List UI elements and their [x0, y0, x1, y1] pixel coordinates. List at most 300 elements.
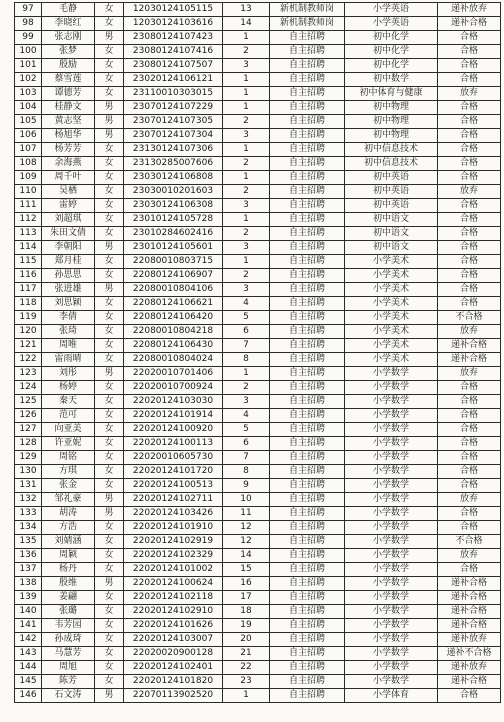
table-row — [15, 73, 501, 87]
table-row — [15, 3, 501, 17]
exam-ticket-number-cell: 22020124100113 — [124, 437, 223, 451]
result-cell: 递补合格 — [438, 605, 501, 619]
position-type-cell: 自主招聘 — [270, 591, 345, 605]
candidate-name-cell: 胡涛 — [42, 507, 95, 521]
position-type-cell: 自主招聘 — [270, 381, 345, 395]
rank-cell: 1 — [223, 367, 270, 381]
row-number-cell: 107 — [15, 143, 42, 157]
subject-cell: 小学数学 — [345, 549, 438, 563]
rank-cell: 2 — [223, 45, 270, 59]
candidate-name-cell: 杨旭华 — [42, 129, 95, 143]
result-cell: 递补合格 — [438, 675, 501, 689]
row-number-cell: 98 — [15, 17, 42, 31]
gender-cell: 女 — [95, 297, 124, 311]
gender-cell: 女 — [95, 409, 124, 423]
table-row — [15, 633, 501, 647]
table-row — [15, 283, 501, 297]
result-cell: 合格 — [438, 451, 501, 465]
table-row — [15, 507, 501, 521]
result-cell: 合格 — [438, 129, 501, 143]
gender-cell: 女 — [95, 549, 124, 563]
position-type-cell: 自主招聘 — [270, 409, 345, 423]
subject-cell: 小学数学 — [345, 521, 438, 535]
result-cell: 合格 — [438, 73, 501, 87]
row-number-cell: 110 — [15, 185, 42, 199]
position-type-cell: 自主招聘 — [270, 367, 345, 381]
table-row — [15, 395, 501, 409]
rank-cell: 21 — [223, 647, 270, 661]
gender-cell: 男 — [95, 367, 124, 381]
subject-cell: 初中信息技术 — [345, 157, 438, 171]
row-number-cell: 143 — [15, 647, 42, 661]
gender-cell: 女 — [95, 339, 124, 353]
exam-ticket-number-cell: 22020124101910 — [124, 521, 223, 535]
result-cell: 递补放弃 — [438, 661, 501, 675]
result-cell: 递补合格 — [438, 591, 501, 605]
position-type-cell: 自主招聘 — [270, 325, 345, 339]
candidate-name-cell: 石文涛 — [42, 689, 95, 703]
position-type-cell: 自主招聘 — [270, 199, 345, 213]
exam-ticket-number-cell: 22070113902520 — [124, 689, 223, 703]
rank-cell: 2 — [223, 227, 270, 241]
row-number-cell: 111 — [15, 199, 42, 213]
rank-cell: 4 — [223, 409, 270, 423]
rank-cell: 8 — [223, 465, 270, 479]
row-number-cell: 126 — [15, 409, 42, 423]
result-cell: 合格 — [438, 199, 501, 213]
table-row — [15, 115, 501, 129]
result-cell: 递补合格 — [438, 353, 501, 367]
result-cell: 合格 — [438, 45, 501, 59]
result-cell: 递补合格 — [438, 17, 501, 31]
subject-cell: 小学数学 — [345, 395, 438, 409]
rank-cell: 22 — [223, 661, 270, 675]
subject-cell: 小学美术 — [345, 339, 438, 353]
result-cell: 放弃 — [438, 367, 501, 381]
position-type-cell: 自主招聘 — [270, 563, 345, 577]
subject-cell: 初中物理 — [345, 115, 438, 129]
gender-cell: 男 — [95, 31, 124, 45]
position-type-cell: 自主招聘 — [270, 101, 345, 115]
gender-cell: 女 — [95, 269, 124, 283]
exam-ticket-number-cell: 22020010700924 — [124, 381, 223, 395]
position-type-cell: 自主招聘 — [270, 59, 345, 73]
rank-cell: 1 — [223, 87, 270, 101]
table-row — [15, 87, 501, 101]
exam-ticket-number-cell: 23010124105728 — [124, 213, 223, 227]
candidate-name-cell: 陈芳 — [42, 675, 95, 689]
position-type-cell: 自主招聘 — [270, 227, 345, 241]
row-number-cell: 109 — [15, 171, 42, 185]
exam-ticket-number-cell: 22020124102329 — [124, 549, 223, 563]
result-cell: 合格 — [438, 171, 501, 185]
result-cell: 递补合格 — [438, 619, 501, 633]
result-cell: 合格 — [438, 563, 501, 577]
subject-cell: 小学数学 — [345, 633, 438, 647]
position-type-cell: 自主招聘 — [270, 311, 345, 325]
rank-cell: 14 — [223, 549, 270, 563]
candidate-name-cell: 黄志坚 — [42, 115, 95, 129]
position-type-cell: 自主招聘 — [270, 241, 345, 255]
gender-cell: 女 — [95, 535, 124, 549]
subject-cell: 初中信息技术 — [345, 143, 438, 157]
row-number-cell: 131 — [15, 479, 42, 493]
position-type-cell: 自主招聘 — [270, 115, 345, 129]
exam-ticket-number-cell: 22080010803715 — [124, 255, 223, 269]
row-number-cell: 108 — [15, 157, 42, 171]
candidate-name-cell: 秦天 — [42, 395, 95, 409]
gender-cell: 女 — [95, 647, 124, 661]
candidate-name-cell: 余海燕 — [42, 157, 95, 171]
exam-ticket-number-cell: 23030124106808 — [124, 171, 223, 185]
result-cell: 合格 — [438, 283, 501, 297]
position-type-cell: 自主招聘 — [270, 213, 345, 227]
position-type-cell: 自主招聘 — [270, 479, 345, 493]
rank-cell: 8 — [223, 353, 270, 367]
subject-cell: 初中英语 — [345, 199, 438, 213]
gender-cell: 女 — [95, 213, 124, 227]
candidate-name-cell: 孙成琦 — [42, 633, 95, 647]
position-type-cell: 自主招聘 — [270, 339, 345, 353]
position-type-cell: 自主招聘 — [270, 661, 345, 675]
candidate-name-cell: 韦芳园 — [42, 619, 95, 633]
position-type-cell: 自主招聘 — [270, 73, 345, 87]
table-row — [15, 563, 501, 577]
gender-cell: 女 — [95, 423, 124, 437]
results-table-body — [15, 3, 501, 703]
result-cell: 递补放弃 — [438, 3, 501, 17]
position-type-cell: 自主招聘 — [270, 535, 345, 549]
table-row — [15, 493, 501, 507]
gender-cell: 女 — [95, 185, 124, 199]
position-type-cell: 自主招聘 — [270, 157, 345, 171]
row-number-cell: 112 — [15, 213, 42, 227]
exam-ticket-number-cell: 22020124100920 — [124, 423, 223, 437]
table-row — [15, 157, 501, 171]
exam-ticket-number-cell: 23080124107507 — [124, 59, 223, 73]
table-row — [15, 325, 501, 339]
subject-cell: 初中数学 — [345, 73, 438, 87]
exam-ticket-number-cell: 22020124101002 — [124, 563, 223, 577]
rank-cell: 17 — [223, 591, 270, 605]
rank-cell: 1 — [223, 689, 270, 703]
gender-cell: 女 — [95, 171, 124, 185]
table-row — [15, 367, 501, 381]
row-number-cell: 118 — [15, 297, 42, 311]
gender-cell: 女 — [95, 591, 124, 605]
gender-cell: 女 — [95, 255, 124, 269]
candidate-name-cell: 桂静文 — [42, 101, 95, 115]
result-cell: 递补放弃 — [438, 633, 501, 647]
position-type-cell: 自主招聘 — [270, 451, 345, 465]
subject-cell: 小学美术 — [345, 325, 438, 339]
candidate-name-cell: 刘婧涵 — [42, 535, 95, 549]
table-row — [15, 605, 501, 619]
exam-ticket-number-cell: 23070124107304 — [124, 129, 223, 143]
row-number-cell: 137 — [15, 563, 42, 577]
subject-cell: 初中体育与健康 — [345, 87, 438, 101]
candidate-name-cell: 马慧芳 — [42, 647, 95, 661]
table-row — [15, 143, 501, 157]
position-type-cell: 自主招聘 — [270, 507, 345, 521]
position-type-cell: 自主招聘 — [270, 45, 345, 59]
row-number-cell: 145 — [15, 675, 42, 689]
gender-cell: 男 — [95, 115, 124, 129]
subject-cell: 初中语文 — [345, 227, 438, 241]
result-cell: 合格 — [438, 269, 501, 283]
subject-cell: 小学数学 — [345, 437, 438, 451]
table-row — [15, 535, 501, 549]
candidate-name-cell: 刘思颖 — [42, 297, 95, 311]
table-row — [15, 227, 501, 241]
gender-cell: 女 — [95, 3, 124, 17]
rank-cell: 5 — [223, 423, 270, 437]
rank-cell: 23 — [223, 675, 270, 689]
subject-cell: 小学数学 — [345, 619, 438, 633]
results-table — [14, 2, 501, 703]
exam-ticket-number-cell: 23070124107305 — [124, 115, 223, 129]
table-row — [15, 661, 501, 675]
rank-cell: 2 — [223, 381, 270, 395]
row-number-cell: 116 — [15, 269, 42, 283]
gender-cell: 女 — [95, 605, 124, 619]
subject-cell: 小学数学 — [345, 409, 438, 423]
rank-cell: 1 — [223, 31, 270, 45]
exam-ticket-number-cell: 22020124100513 — [124, 479, 223, 493]
position-type-cell: 自主招聘 — [270, 675, 345, 689]
table-row — [15, 59, 501, 73]
row-number-cell: 123 — [15, 367, 42, 381]
gender-cell: 女 — [95, 227, 124, 241]
exam-ticket-number-cell: 23080124107423 — [124, 31, 223, 45]
gender-cell: 男 — [95, 129, 124, 143]
gender-cell: 女 — [95, 563, 124, 577]
subject-cell: 小学英语 — [345, 3, 438, 17]
exam-ticket-number-cell: 22020010701406 — [124, 367, 223, 381]
candidate-name-cell: 张璐 — [42, 605, 95, 619]
candidate-name-cell: 张琦 — [42, 325, 95, 339]
candidate-name-cell: 刘彤 — [42, 367, 95, 381]
table-row — [15, 591, 501, 605]
result-cell: 合格 — [438, 241, 501, 255]
table-row — [15, 423, 501, 437]
rank-cell: 14 — [223, 17, 270, 31]
table-row — [15, 465, 501, 479]
table-row — [15, 311, 501, 325]
row-number-cell: 140 — [15, 605, 42, 619]
table-row — [15, 199, 501, 213]
subject-cell: 小学美术 — [345, 269, 438, 283]
subject-cell: 小学数学 — [345, 577, 438, 591]
candidate-name-cell: 范可 — [42, 409, 95, 423]
subject-cell: 小学数学 — [345, 675, 438, 689]
row-number-cell: 127 — [15, 423, 42, 437]
subject-cell: 小学数学 — [345, 493, 438, 507]
row-number-cell: 125 — [15, 395, 42, 409]
row-number-cell: 144 — [15, 661, 42, 675]
row-number-cell: 119 — [15, 311, 42, 325]
exam-ticket-number-cell: 23030010201603 — [124, 185, 223, 199]
exam-ticket-number-cell: 22020124100624 — [124, 577, 223, 591]
subject-cell: 小学美术 — [345, 353, 438, 367]
table-row — [15, 31, 501, 45]
gender-cell: 女 — [95, 353, 124, 367]
position-type-cell: 自主招聘 — [270, 283, 345, 297]
table-row — [15, 171, 501, 185]
position-type-cell: 自主招聘 — [270, 297, 345, 311]
row-number-cell: 106 — [15, 129, 42, 143]
row-number-cell: 134 — [15, 521, 42, 535]
exam-ticket-number-cell: 22020020900128 — [124, 647, 223, 661]
subject-cell: 小学数学 — [345, 535, 438, 549]
table-row — [15, 269, 501, 283]
candidate-name-cell: 许亚妮 — [42, 437, 95, 451]
rank-cell: 20 — [223, 633, 270, 647]
table-row — [15, 297, 501, 311]
candidate-name-cell: 张进雄 — [42, 283, 95, 297]
row-number-cell: 97 — [15, 3, 42, 17]
position-type-cell: 自主招聘 — [270, 549, 345, 563]
result-cell: 不合格 — [438, 535, 501, 549]
rank-cell: 12 — [223, 535, 270, 549]
table-row — [15, 255, 501, 269]
position-type-cell: 自主招聘 — [270, 423, 345, 437]
exam-ticket-number-cell: 22020124103030 — [124, 395, 223, 409]
gender-cell: 女 — [95, 311, 124, 325]
row-number-cell: 121 — [15, 339, 42, 353]
rank-cell: 1 — [223, 255, 270, 269]
rank-cell: 19 — [223, 619, 270, 633]
result-cell: 合格 — [438, 423, 501, 437]
table-row — [15, 577, 501, 591]
row-number-cell: 142 — [15, 633, 42, 647]
candidate-name-cell: 蔡雪莲 — [42, 73, 95, 87]
candidate-name-cell: 李倩 — [42, 311, 95, 325]
gender-cell: 女 — [95, 479, 124, 493]
rank-cell: 6 — [223, 437, 270, 451]
table-row — [15, 409, 501, 423]
candidate-name-cell: 殷维 — [42, 577, 95, 591]
gender-cell: 男 — [95, 283, 124, 297]
candidate-name-cell: 周旭 — [42, 661, 95, 675]
exam-ticket-number-cell: 22080010804106 — [124, 283, 223, 297]
row-number-cell: 101 — [15, 59, 42, 73]
rank-cell: 1 — [223, 171, 270, 185]
result-cell: 合格 — [438, 395, 501, 409]
candidate-name-cell: 杨婷 — [42, 381, 95, 395]
row-number-cell: 122 — [15, 353, 42, 367]
rank-cell: 3 — [223, 283, 270, 297]
candidate-name-cell: 李朝阳 — [42, 241, 95, 255]
subject-cell: 小学数学 — [345, 451, 438, 465]
subject-cell: 小学数学 — [345, 507, 438, 521]
position-type-cell: 自主招聘 — [270, 87, 345, 101]
subject-cell: 初中化学 — [345, 31, 438, 45]
rank-cell: 2 — [223, 185, 270, 199]
position-type-cell: 自主招聘 — [270, 689, 345, 703]
result-cell: 递补不合格 — [438, 647, 501, 661]
position-type-cell: 自主招聘 — [270, 395, 345, 409]
gender-cell: 女 — [95, 633, 124, 647]
subject-cell: 初中化学 — [345, 59, 438, 73]
candidate-name-cell: 向亚美 — [42, 423, 95, 437]
result-cell: 合格 — [438, 143, 501, 157]
gender-cell: 女 — [95, 73, 124, 87]
exam-ticket-number-cell: 22080010804024 — [124, 353, 223, 367]
table-row — [15, 381, 501, 395]
table-row — [15, 101, 501, 115]
gender-cell: 女 — [95, 157, 124, 171]
position-type-cell: 自主招聘 — [270, 633, 345, 647]
exam-ticket-number-cell: 22020124101626 — [124, 619, 223, 633]
exam-ticket-number-cell: 22080010804218 — [124, 325, 223, 339]
result-cell: 放弃 — [438, 325, 501, 339]
subject-cell: 小学美术 — [345, 283, 438, 297]
row-number-cell: 128 — [15, 437, 42, 451]
row-number-cell: 124 — [15, 381, 42, 395]
gender-cell: 女 — [95, 199, 124, 213]
candidate-name-cell: 张梦 — [42, 45, 95, 59]
candidate-name-cell: 张金 — [42, 479, 95, 493]
position-type-cell: 自主招聘 — [270, 493, 345, 507]
subject-cell: 初中英语 — [345, 171, 438, 185]
table-row — [15, 675, 501, 689]
table-row — [15, 689, 501, 703]
gender-cell: 女 — [95, 381, 124, 395]
position-type-cell: 自主招聘 — [270, 521, 345, 535]
result-cell: 合格 — [438, 521, 501, 535]
position-type-cell: 自主招聘 — [270, 619, 345, 633]
exam-ticket-number-cell: 22020010605730 — [124, 451, 223, 465]
subject-cell: 小学数学 — [345, 423, 438, 437]
result-cell: 合格 — [438, 101, 501, 115]
rank-cell: 4 — [223, 297, 270, 311]
exam-ticket-number-cell: 22080124106420 — [124, 311, 223, 325]
gender-cell: 女 — [95, 437, 124, 451]
table-row — [15, 451, 501, 465]
gender-cell: 男 — [95, 241, 124, 255]
gender-cell: 女 — [95, 465, 124, 479]
subject-cell: 小学体育 — [345, 689, 438, 703]
rank-cell: 9 — [223, 479, 270, 493]
rank-cell: 2 — [223, 157, 270, 171]
row-number-cell: 99 — [15, 31, 42, 45]
candidate-name-cell: 邹礼豪 — [42, 493, 95, 507]
subject-cell: 小学美术 — [345, 311, 438, 325]
result-cell: 合格 — [438, 31, 501, 45]
table-row — [15, 521, 501, 535]
subject-cell: 小学英语 — [345, 17, 438, 31]
result-cell: 不合格 — [438, 311, 501, 325]
candidate-name-cell: 朱田文倩 — [42, 227, 95, 241]
subject-cell: 小学数学 — [345, 479, 438, 493]
result-cell: 合格 — [438, 465, 501, 479]
rank-cell: 12 — [223, 521, 270, 535]
rank-cell: 1 — [223, 213, 270, 227]
row-number-cell: 105 — [15, 115, 42, 129]
rank-cell: 3 — [223, 199, 270, 213]
gender-cell: 女 — [95, 325, 124, 339]
gender-cell: 男 — [95, 493, 124, 507]
gender-cell: 女 — [95, 45, 124, 59]
row-number-cell: 100 — [15, 45, 42, 59]
table-row — [15, 17, 501, 31]
result-cell: 合格 — [438, 255, 501, 269]
rank-cell: 2 — [223, 115, 270, 129]
exam-ticket-number-cell: 23020124106121 — [124, 73, 223, 87]
rank-cell: 18 — [223, 605, 270, 619]
result-cell: 合格 — [438, 297, 501, 311]
